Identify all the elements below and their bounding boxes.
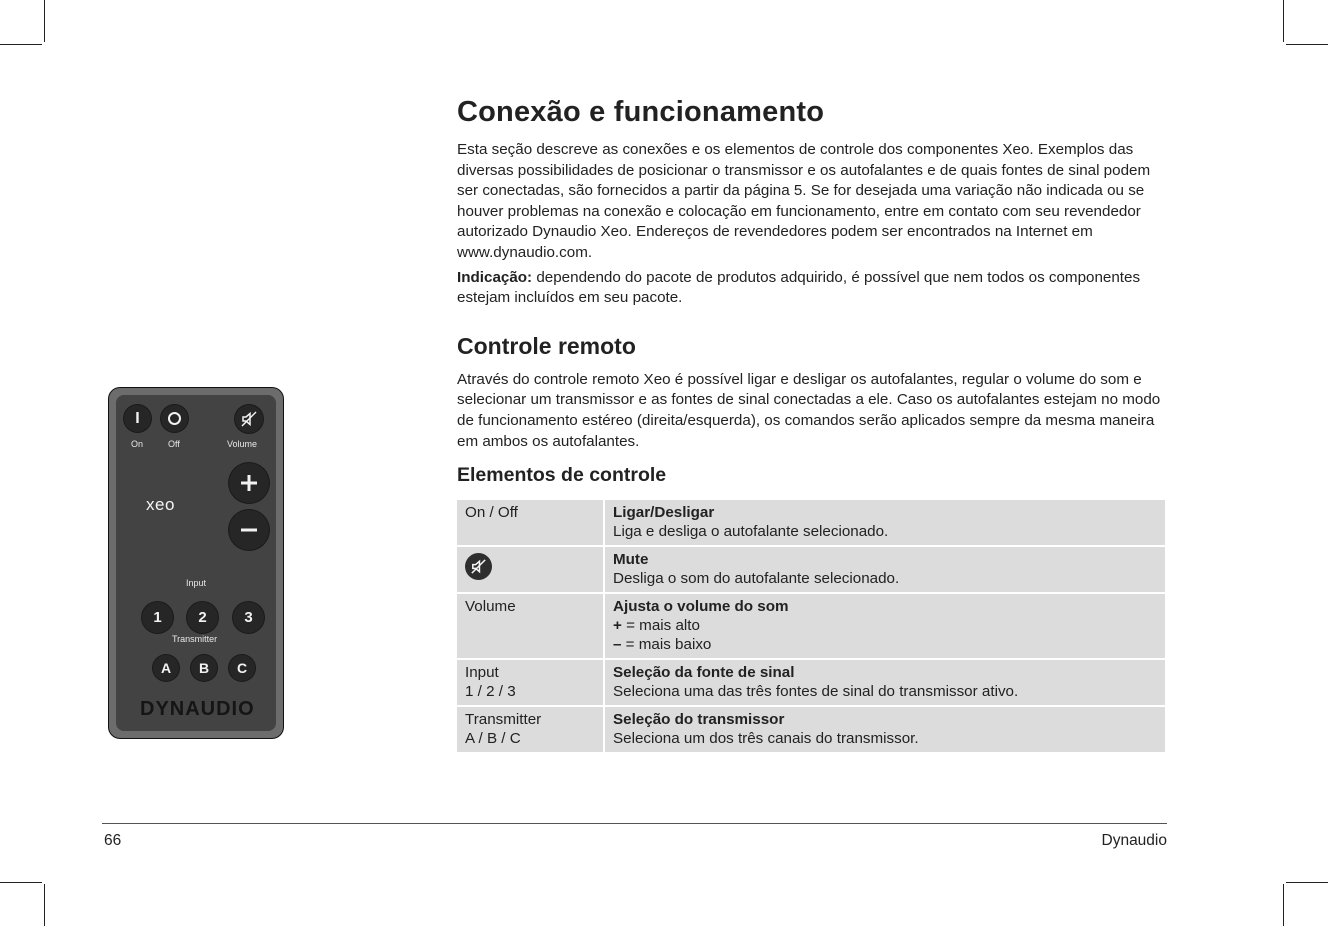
- crop-mark: [0, 44, 42, 45]
- row-title: Mute: [613, 551, 649, 569]
- mute-icon: [465, 553, 492, 580]
- controls-heading: Elementos de controle: [457, 464, 667, 487]
- row-title: Ajusta o volume do som: [613, 598, 789, 616]
- page-number: 66: [104, 832, 122, 849]
- table-cell-description: [605, 707, 1165, 752]
- off-circle-icon: [168, 412, 181, 425]
- dynaudio-logo: DYNAUDIO: [140, 698, 255, 720]
- table-cell-label: On / Off: [457, 500, 603, 545]
- row-title: Seleção do transmissor: [613, 711, 785, 729]
- table-row: [457, 660, 1165, 705]
- volume-up-button: [229, 463, 269, 503]
- plus-symbol: +: [613, 617, 622, 635]
- transmitter-label: Transmitter: [172, 634, 218, 644]
- plus-text: = mais alto: [621, 617, 700, 635]
- minus-icon: [229, 510, 269, 550]
- crop-mark: [1286, 882, 1328, 883]
- row-text: [613, 616, 1157, 635]
- transmitter-c-button: C: [229, 655, 255, 681]
- label-line: A / B / C: [465, 730, 521, 748]
- table-row: [457, 707, 1165, 752]
- page-title: Conexão e funcionamento: [457, 96, 825, 128]
- label-line: 1 / 2 / 3: [465, 683, 516, 701]
- off-label: Off: [168, 439, 180, 449]
- row-text: [613, 635, 1157, 654]
- crop-mark: [44, 884, 45, 926]
- table-cell-description: [605, 500, 1165, 545]
- intro-paragraph: Esta seção descreve as conexões e os elementos de controle dos componentes Xeo. Exemplos das diversas possibilidades de posicionar o transmissor e os autofalantes e de quais fontes de sinal podem ser conectadas, são fornecidos a partir da página 5. Se for desejada uma variação não indicada ou se houver problemas na conexão e colocação em funcionamento, entre em contato com seu revendedor autorizado Dynaudio Xeo. Endereços de revendedores podem ser encontrados na Internet em www.dynaudio.com.: [457, 141, 1151, 261]
- table-row: [457, 500, 1165, 545]
- remote-heading: Controle remoto: [457, 332, 636, 359]
- footer-brand: Dynaudio: [1101, 832, 1167, 849]
- volume-down-button: [229, 510, 269, 550]
- row-text: Seleciona um dos três canais do transmissor.: [613, 730, 919, 748]
- table-row: [457, 594, 1165, 658]
- input-3-button: 3: [233, 602, 264, 633]
- xeo-logo: xeo: [146, 495, 175, 514]
- transmitter-a-button: A: [153, 655, 179, 681]
- main-content: [457, 96, 1167, 754]
- row-title: Ligar/Desligar: [613, 504, 715, 522]
- note-text: dependendo do pacote de produtos adquirido, é possível que nem todos os componentes estejam incluídos em seu pacote.: [457, 268, 1141, 307]
- label-line: Input: [465, 664, 499, 682]
- row-text: Seleciona uma das três fontes de sinal do transmissor ativo.: [613, 683, 1019, 701]
- note-label: Indicação:: [457, 268, 533, 286]
- crop-mark: [1283, 0, 1284, 42]
- controls-table: [455, 498, 1167, 754]
- remote-paragraph: Através do controle remoto Xeo é possível ligar e desligar os autofalantes, regular o volume do som e selecionar um transmissor e as fontes de sinal conectadas a ele. Caso os autofalantes estejam no modo de funcionamento estéreo (direita/esquerda), os comandos serão aplicados sempre da mesma maneira em ambos os autofalantes.: [457, 370, 1161, 450]
- speaker-mute-icon: [239, 409, 259, 429]
- plus-icon: [229, 463, 269, 503]
- input-2-button: 2: [187, 602, 218, 633]
- table-row: [457, 547, 1165, 592]
- row-text: Liga e desliga o autofalante selecionado.: [613, 523, 889, 541]
- on-label: On: [131, 439, 144, 449]
- note-paragraph: [457, 268, 1167, 309]
- table-cell-label: Volume: [457, 594, 603, 658]
- row-text: Desliga o som do autofalante selecionado.: [613, 570, 900, 588]
- table-cell-description: [605, 594, 1165, 658]
- crop-mark: [1283, 884, 1284, 926]
- footer-divider: [102, 823, 1167, 824]
- input-1-button: 1: [142, 602, 173, 633]
- table-cell-description: [605, 547, 1165, 592]
- label-line: Transmitter: [465, 711, 542, 729]
- table-cell-label: [457, 660, 603, 705]
- table-cell-label: [457, 547, 603, 592]
- crop-mark: [44, 0, 45, 42]
- crop-mark: [1286, 44, 1328, 45]
- table-cell-description: [605, 660, 1165, 705]
- input-label: Input: [186, 578, 207, 588]
- remote-control-illustration: [108, 387, 284, 739]
- table-cell-label: [457, 707, 603, 752]
- remote-body: [116, 395, 276, 731]
- on-button: I: [124, 405, 151, 432]
- off-button: [161, 405, 188, 432]
- row-title: Seleção da fonte de sinal: [613, 664, 795, 682]
- transmitter-b-button: B: [191, 655, 217, 681]
- mute-button: [235, 405, 263, 433]
- minus-symbol: –: [613, 636, 622, 654]
- volume-label: Volume: [227, 439, 258, 449]
- minus-text: = mais baixo: [621, 636, 712, 654]
- crop-mark: [0, 882, 42, 883]
